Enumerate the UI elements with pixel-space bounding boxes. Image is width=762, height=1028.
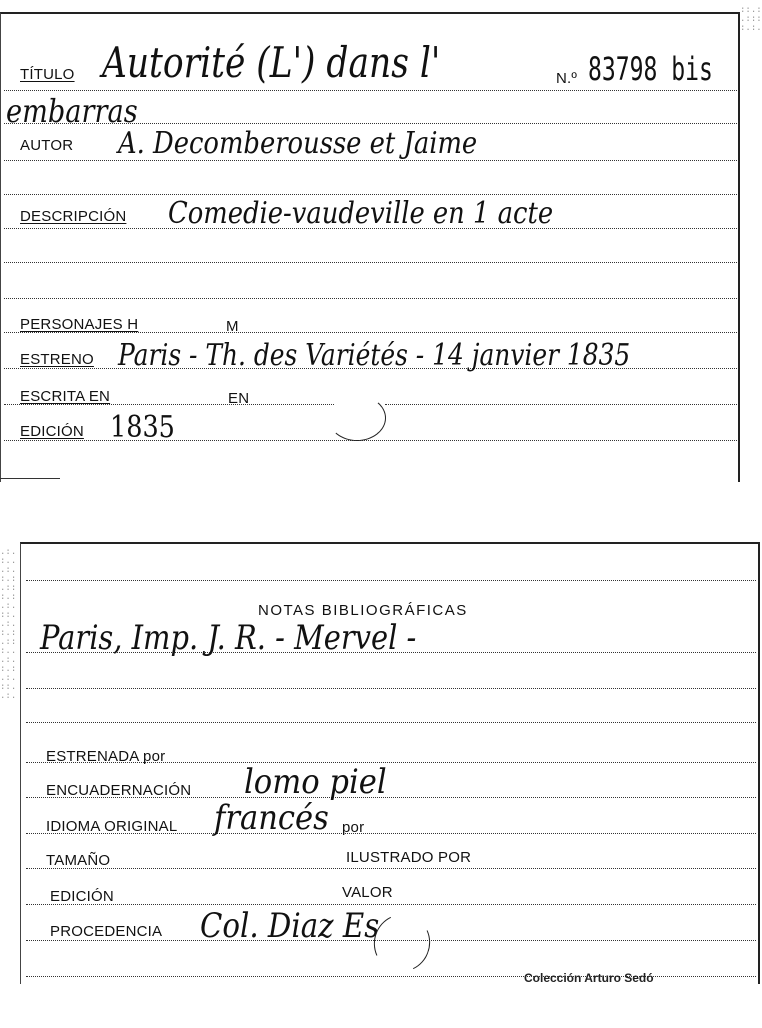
estreno-label: ESTRENO — [20, 351, 94, 368]
rule-line — [4, 194, 737, 195]
rule-line — [4, 90, 737, 91]
estreno-value: Paris - Th. des Variétés - 14 janvier 1835 — [118, 338, 631, 373]
rule-line — [4, 262, 737, 263]
idioma-por-label: por — [342, 819, 365, 836]
personajes-label: PERSONAJES H — [20, 316, 139, 333]
descripcion-label: DESCRIPCIÓN — [20, 208, 127, 225]
titulo-value: Autorité (L') dans l' — [102, 38, 441, 87]
rule-line — [26, 868, 756, 869]
procedencia-label: PROCEDENCIA — [50, 923, 163, 940]
ilustrado-label: ILUSTRADO POR — [346, 849, 472, 866]
tamano-label: TAMAÑO — [46, 852, 111, 869]
rule-line — [26, 580, 756, 581]
edicion-bottom-label: EDICIÓN — [50, 888, 114, 905]
escrita-label: ESCRITA EN — [20, 388, 111, 405]
rule-line — [385, 404, 737, 405]
titulo-label: TÍTULO — [20, 66, 75, 83]
rule-line — [26, 722, 756, 723]
valor-label: VALOR — [342, 884, 393, 901]
numero-label: N.º — [556, 70, 578, 87]
descripcion-value: Comedie-vaudeville en 1 acte — [168, 196, 554, 231]
notas-value: Paris, Imp. J. R. - Mervel - — [40, 618, 417, 658]
punch-hole — [328, 395, 386, 441]
titulo-value-continuation: embarras — [6, 92, 138, 130]
estrenada-label: ESTRENADA por — [46, 748, 166, 765]
escrita-en-label: EN — [228, 390, 250, 407]
edicion-label: EDICIÓN — [20, 423, 84, 440]
personajes-m-label: M — [226, 318, 239, 335]
encuadernacion-value: lomo piel — [244, 762, 387, 802]
idioma-label: IDIOMA ORIGINAL — [46, 818, 178, 835]
rule-line — [0, 478, 60, 479]
autor-label: AUTOR — [20, 137, 74, 154]
collection-footer: Colección Arturo Sedó — [524, 971, 654, 985]
scan-noise: .:. :.. .:. :.: .:: :.: .:. ::. .:. :.: .:: :.. .:. :.: .:. ::. .:. — [0, 547, 17, 701]
edicion-value: 1835 — [110, 410, 175, 445]
scan-noise: ::.: .::: :.:. — [740, 5, 762, 33]
notas-label: NOTAS BIBLIOGRÁFICAS — [258, 602, 468, 619]
rule-line — [4, 298, 737, 299]
rule-line — [26, 688, 756, 689]
numero-value: 83798 bis — [588, 50, 713, 88]
idioma-value: francés — [214, 798, 329, 838]
rule-line — [26, 904, 756, 905]
procedencia-value: Col. Diaz Es — [200, 906, 380, 946]
autor-value: A. Decomberousse et Jaime — [118, 126, 478, 161]
encuadernacion-label: ENCUADERNACIÓN — [46, 782, 192, 799]
